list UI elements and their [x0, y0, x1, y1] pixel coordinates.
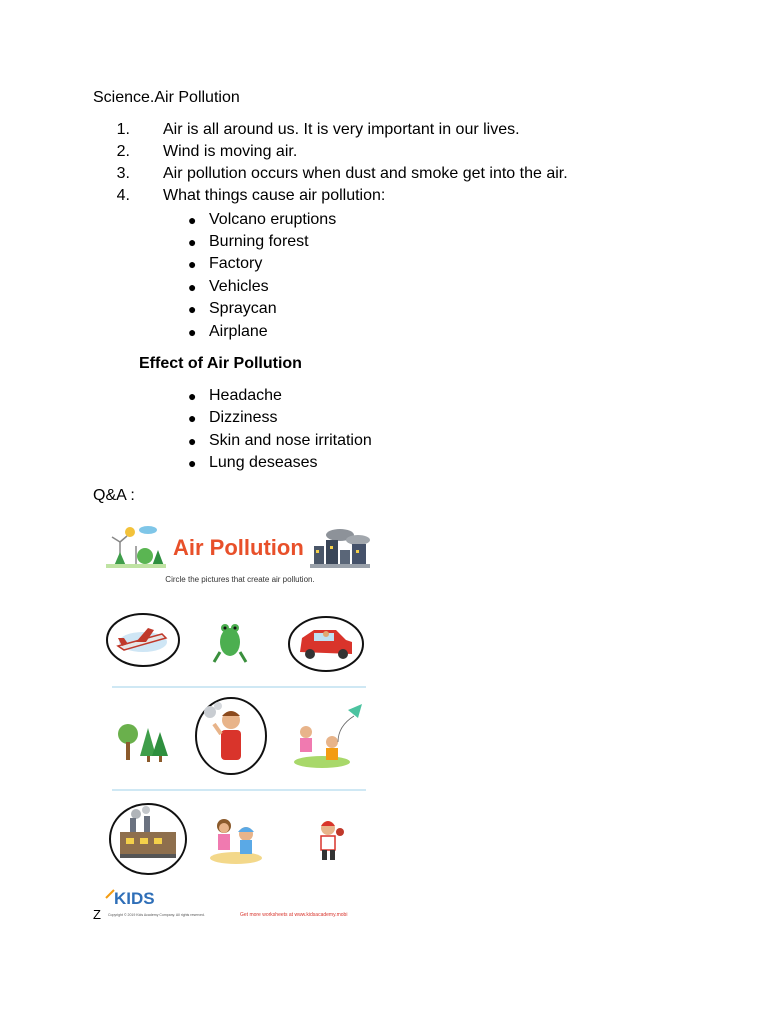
- kids-kite-icon: [294, 704, 362, 768]
- list-number: 1.: [116, 121, 130, 138]
- list-item: Air pollution occurs when dust and smoke get into the air.: [163, 165, 568, 182]
- brand-name: KIDS: [114, 889, 155, 908]
- list-item: Vehicles: [209, 278, 269, 295]
- bullet-icon: ●: [188, 279, 197, 295]
- list-item: Factory: [209, 255, 263, 272]
- list-item: Wind is moving air.: [163, 143, 298, 160]
- bullet-icon: ●: [188, 234, 197, 250]
- list-item: What things cause air pollution:: [163, 187, 386, 204]
- list-number: 4.: [116, 187, 130, 204]
- list-item: Airplane: [209, 323, 268, 340]
- list-number: 3.: [116, 165, 130, 182]
- worksheet-illustration: [100, 520, 380, 920]
- frog-icon: [214, 624, 246, 662]
- bullet-icon: ●: [188, 388, 197, 404]
- windmill-trees-icon: [106, 526, 166, 568]
- bullet-icon: ●: [188, 212, 197, 228]
- worksheet-title: Air Pollution: [173, 535, 304, 560]
- smoking-man-icon: [204, 702, 241, 760]
- bullet-icon: ●: [188, 410, 197, 426]
- bullet-icon: ●: [188, 301, 197, 317]
- list-item: Volcano eruptions: [209, 211, 337, 228]
- car-icon: [300, 630, 352, 659]
- kids-academy-logo: [106, 889, 155, 908]
- polluted-city-icon: [310, 529, 370, 568]
- bullet-icon: ●: [188, 256, 197, 272]
- bullet-icon: ●: [188, 324, 197, 340]
- list-item: Spraycan: [209, 300, 277, 317]
- list-item: Lung deseases: [209, 454, 318, 471]
- copyright-text: Copyright © 2019 Kids Academy Company. All rights reserved.: [108, 913, 205, 917]
- worksheet-instruction: Circle the pictures that create air pollution.: [165, 575, 315, 584]
- list-number: 2.: [116, 143, 130, 160]
- list-item: Dizziness: [209, 409, 278, 426]
- bullet-icon: ●: [188, 455, 197, 471]
- airplane-icon: [118, 628, 167, 652]
- child-boxer-icon: [321, 821, 344, 860]
- stray-char: Z: [93, 907, 101, 922]
- qa-label: Q&A :: [93, 487, 135, 504]
- bullet-icon: ●: [188, 433, 197, 449]
- kids-sandbox-icon: [210, 819, 262, 864]
- effects-heading: Effect of Air Pollution: [139, 355, 302, 372]
- more-worksheets-link: Get more worksheets at www.kidsacademy.mobi: [240, 912, 348, 918]
- list-item: Headache: [209, 387, 282, 404]
- list-item: Burning forest: [209, 233, 309, 250]
- list-item: Skin and nose irritation: [209, 432, 372, 449]
- page-title: Science.Air Pollution: [93, 89, 240, 106]
- trees-icon: [118, 724, 168, 762]
- list-item: Air is all around us. It is very important in our lives.: [163, 121, 520, 138]
- worksheet-image: [100, 520, 380, 920]
- factory-icon: [120, 806, 176, 858]
